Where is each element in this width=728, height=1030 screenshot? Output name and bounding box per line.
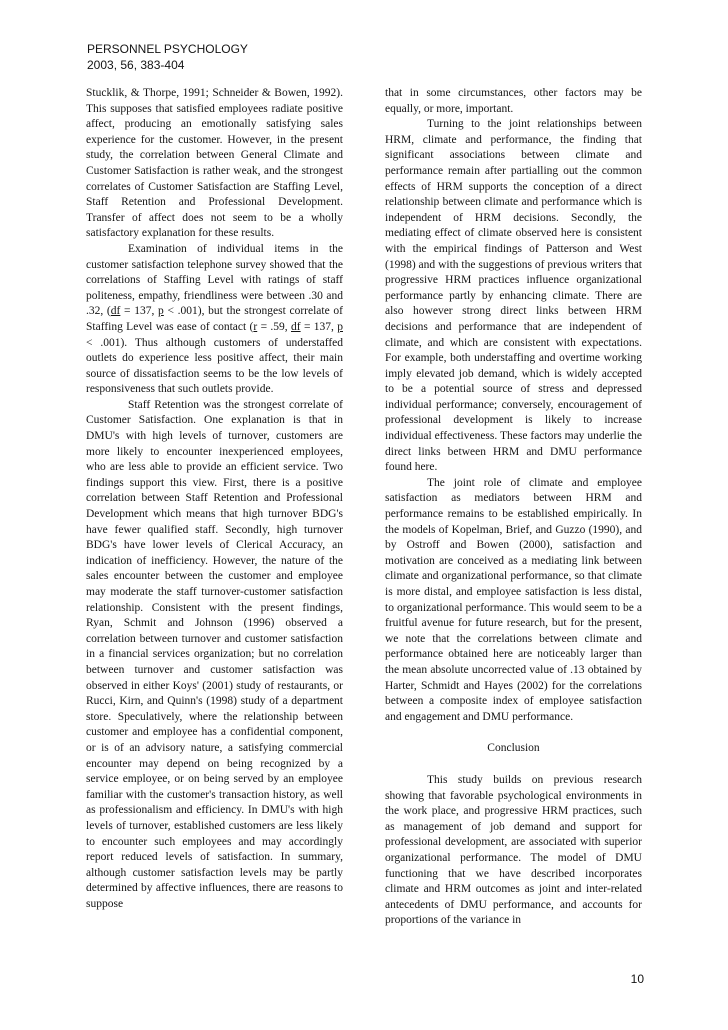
stat-symbol: r bbox=[253, 320, 258, 333]
text-run: = .59, bbox=[257, 320, 291, 333]
page-number: 10 bbox=[630, 972, 644, 986]
section-heading: Conclusion bbox=[487, 742, 540, 755]
stat-symbol: df bbox=[110, 305, 121, 318]
paragraph: Staff Retention was the strongest correlate of Customer Satisfaction. One explanation is that in DMU's with high levels of turnover, customers are more likely to encounter inexperienced employees, who are less able to provide an efficient service. Two findings support this view. First, there is a positive correlation between Staff Retention and Professional Development which means that high turnover BDG's have fewer qualified staff. Secondly, high turnover BDG's have lower levels of Clerical Accuracy, an indication of inefficiency. However, the nature of the sales encounter between the customer and employee may moderate the staff turnover-customer satisfaction relationship. Consistent with the present findings, Ryan, Schmit and Johnson (1996) observed a correlation between turnover and customer satisfaction in a financial services organization; but no correlation between turnover and customer satisfaction was observed in either Koys' (2001) study of restaurants, or Rucci, Kirn, and Quinn's (1998) study of a department store. Speculatively, where the relationship between customer and employee has a confidential component, or is of an advisory nature, a satisfying commercial encounter may depend on being recognized by a service employee, or on being served by an employee familiar with the customer's transaction history, as well as professionalism and efficiency. In DMU's with high levels of turnover, established customers are less likely to encounter such employees and may accordingly report reduced levels of satisfaction. In summary, although customer satisfaction levels may be partly determined by affective influences, there are reasons to suppose bbox=[86, 398, 343, 910]
paragraph: Turning to the joint relationships between HRM, climate and performance, the finding that significant associations between climate and performance remain after partialling out the common effects of HRM supports the conception of a direct relationship between climate and performance which is independent of HRM decisions. Secondly, the mediating effect of climate observed here is consistent with the empirical findings of Patterson and West (1998) and with the suggestions of previous writers that progressive HRM practices influence organizational performance partly by enhancing climate. There are also however strong direct links between HRM decisions and performance that are independent of climate, and which are consistent with expectations. For example, both understaffing and overtime working imply elevated job demand, which is widely accepted to be a potential source of stress and depressed individual performance; conversely, encouragement of professional development is likely to increase individual effectiveness. These factors may underlie the direct links between HRM and DMU performance found here. bbox=[385, 118, 642, 474]
paragraph: This study builds on previous research showing that favorable psychological environments in the work place, and progressive HRM practices, such as management of job demand and support for professional development, are associated with superior organizational performance. The model of DMU functioning that we have described incorporates climate and HRM outcomes as joint and inter-related antecedents of DMU performance, and accounts for proportions of the variance in bbox=[385, 773, 642, 927]
paragraph: Stucklik, & Thorpe, 1991; Schneider & Bowen, 1992). This supposes that satisfied employees radiate positive affect, producing an emotionally satisfying sales experience for the customer. However, in the present study, the correlation between General Climate and Customer Satisfaction is rather weak, and the strongest correlates of Customer Satisfaction are Staffing Level, Staff Retention and Professional Development. Transfer of affect does not seem to be a wholly satisfactory explanation for these results. bbox=[86, 87, 343, 240]
text-run: = 137, bbox=[120, 305, 159, 318]
text-run: < .001). Thus although customers of understaffed outlets do experience less positive affect, their main source of dissatisfaction seems to be the low levels of responsiveness that such outlets provide. bbox=[86, 336, 343, 396]
stat-symbol: p bbox=[337, 320, 343, 333]
paragraph bbox=[86, 242, 343, 398]
paragraph: The joint role of climate and employee satisfaction as mediators between HRM and performance remains to be established empirically. In the models of Kopelman, Brief, and Guzzo (1990), and by Ostroff and Bowen (2000), satisfaction and motivation are conceived as a mediating link between climate and organizational performance, so that climate is more distal, and employee satisfaction is less distal, to organizational performance. This would seem to be a fruitful avenue for future research, but for the present, we note that the correlations between climate and performance obtained here are noticeably larger than the mean absolute uncorrected value of .13 obtained by Harter, Schmidt and Hayes (2002) for the correlations between a composite index of employee satisfaction and engagement and DMU performance. bbox=[385, 476, 642, 723]
left-column bbox=[86, 86, 343, 912]
paragraph: that in some circumstances, other factors may be equally, or more, important. bbox=[385, 87, 642, 115]
text-run: = 137, bbox=[300, 320, 338, 333]
running-header bbox=[87, 41, 248, 73]
text-run: < .001), but the strongest correlate of Staffing Level was ease of contact ( bbox=[86, 305, 343, 333]
stat-symbol: p bbox=[158, 305, 164, 318]
stat-symbol: df bbox=[291, 320, 301, 333]
text-run: Examination of individual items in the customer satisfaction telephone survey showed that the correlations of Staffing Level with ratings of staff politeness, empathy, friendliness were between .30 and .32, ( bbox=[86, 242, 343, 318]
right-column bbox=[385, 86, 642, 929]
journal-title: PERSONNEL PSYCHOLOGY bbox=[87, 42, 248, 56]
journal-citation: 2003, 56, 383-404 bbox=[87, 58, 185, 72]
